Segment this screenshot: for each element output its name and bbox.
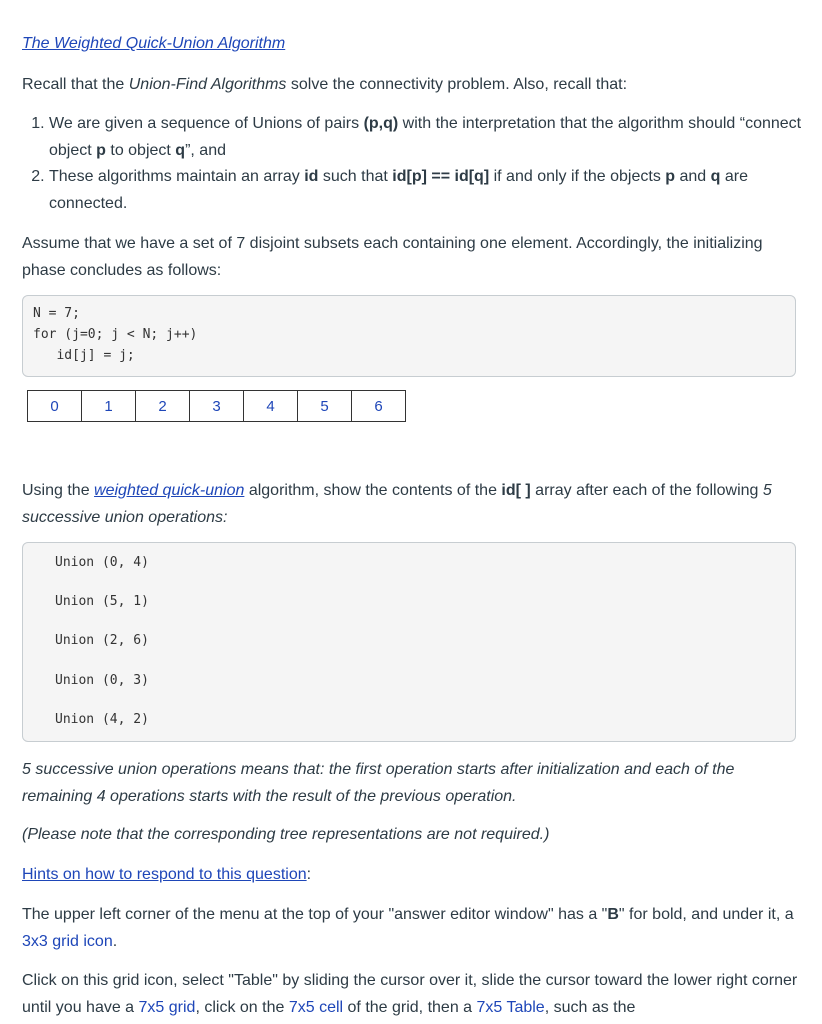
id-array-table bbox=[27, 390, 406, 422]
id-cell: 1 bbox=[82, 391, 136, 422]
hints-colon: : bbox=[306, 866, 312, 883]
id-cell: 2 bbox=[136, 391, 190, 422]
list-text: if and only if the objects bbox=[489, 168, 666, 185]
union-line: Union (5, 1) bbox=[55, 594, 149, 609]
id-cell: 6 bbox=[352, 391, 406, 422]
using-text: array after each of the following bbox=[530, 482, 763, 499]
click-text: of the grid, then a bbox=[343, 999, 477, 1016]
weighted-quick-union-link[interactable]: weighted quick-union bbox=[94, 482, 245, 499]
editor-paragraph bbox=[22, 901, 798, 955]
list-text: and bbox=[675, 168, 711, 185]
editor-highlight: 3x3 grid icon bbox=[22, 933, 113, 950]
title-link[interactable]: The Weighted Quick-Union Algorithm bbox=[22, 35, 286, 52]
list-bold: q bbox=[710, 168, 721, 185]
click-text: , click on the bbox=[195, 999, 289, 1016]
click-paragraph bbox=[22, 967, 798, 1021]
intro-paragraph bbox=[22, 71, 798, 98]
list-item bbox=[49, 111, 809, 164]
code-line: for (j=0; j < N; j++) bbox=[33, 327, 198, 342]
using-text: algorithm, show the contents of the bbox=[244, 482, 502, 499]
editor-text: . bbox=[112, 933, 118, 950]
successive-note: 5 successive union operations means that: the first operation starts after initialization and each of the remaining 4 operations starts with the result of the previous operation. bbox=[22, 761, 735, 805]
assume-paragraph: Assume that we have a set of 7 disjoint subsets each containing one element. Accordingly, the initializing phase concludes as follows: bbox=[22, 235, 763, 279]
list-text: with the interpretation that the algorithm should “connect object bbox=[49, 115, 802, 159]
click-highlight: 7x5 grid bbox=[138, 999, 196, 1016]
code-line: N = 7; bbox=[33, 306, 80, 321]
id-cell: 4 bbox=[244, 391, 298, 422]
list-bold: p bbox=[665, 168, 676, 185]
code-line: id[j] = j; bbox=[33, 348, 135, 363]
hints-link[interactable]: Hints on how to respond to this question bbox=[22, 866, 307, 883]
click-highlight: 7x5 cell bbox=[288, 999, 344, 1016]
unions-code-block bbox=[22, 542, 796, 742]
union-line: Union (0, 4) bbox=[55, 555, 149, 570]
list-item bbox=[49, 164, 809, 217]
click-text: , such as the bbox=[544, 999, 636, 1016]
click-highlight: 7x5 Table bbox=[476, 999, 545, 1016]
id-cell: 3 bbox=[190, 391, 244, 422]
editor-text: The upper left corner of the menu at the top of your "answer editor window" has a " bbox=[22, 906, 608, 923]
list-text: are connected. bbox=[49, 168, 748, 212]
union-line: Union (4, 2) bbox=[55, 712, 149, 727]
using-text: Using the bbox=[22, 482, 95, 499]
editor-text: " for bold, and under it, a bbox=[618, 906, 794, 923]
id-cell: 5 bbox=[298, 391, 352, 422]
list-bold: id bbox=[304, 168, 319, 185]
intro-emphasis: Union-Find Algorithms bbox=[128, 76, 287, 93]
using-bold: id[ ] bbox=[501, 482, 531, 499]
tree-note: (Please note that the corresponding tree representations are not required.) bbox=[22, 826, 550, 843]
using-emphasis: 5 successive union operations: bbox=[22, 482, 772, 526]
table-row bbox=[28, 391, 406, 422]
union-line: Union (0, 3) bbox=[55, 673, 149, 688]
list-text: These algorithms maintain an array bbox=[49, 168, 305, 185]
list-text: to object bbox=[105, 141, 176, 159]
click-text: Click on this grid icon, select "Table" by sliding the cursor over it, slide the cursor toward the lower right corner until you have a bbox=[22, 972, 798, 1016]
union-line: Union (2, 6) bbox=[55, 633, 149, 648]
list-bold: id[p] == id[q] bbox=[392, 168, 490, 185]
recall-list bbox=[22, 111, 809, 217]
id-cell: 0 bbox=[28, 391, 82, 422]
list-text: ”, and bbox=[185, 141, 226, 159]
list-bold: p bbox=[96, 141, 106, 159]
editor-bold: B bbox=[607, 906, 619, 923]
init-code-block bbox=[22, 295, 796, 377]
using-paragraph bbox=[22, 477, 798, 531]
hints-paragraph bbox=[22, 861, 798, 888]
intro-text-end: solve the connectivity problem. Also, recall that: bbox=[286, 76, 628, 93]
list-text: such that bbox=[318, 168, 393, 185]
intro-text: Recall that the bbox=[22, 76, 129, 93]
list-bold: (p,q) bbox=[363, 115, 399, 132]
list-text: We are given a sequence of Unions of pairs bbox=[49, 115, 364, 132]
list-bold: q bbox=[175, 141, 186, 159]
